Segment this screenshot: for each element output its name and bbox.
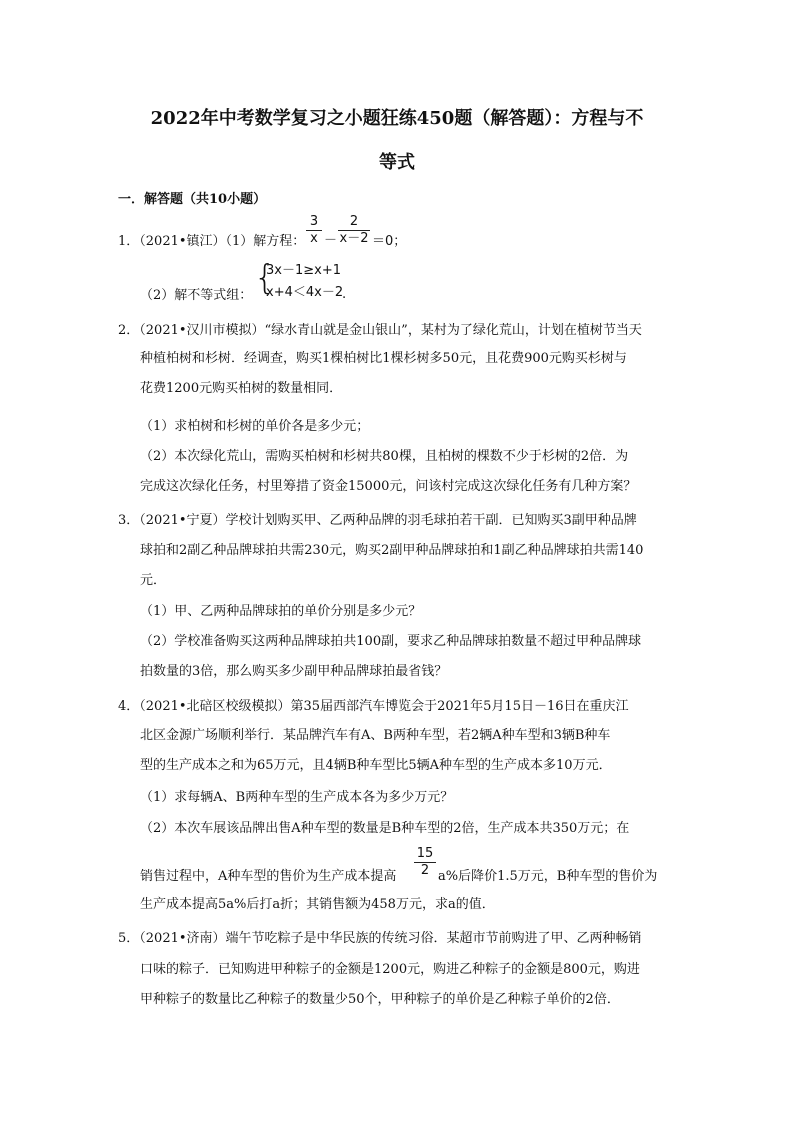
- q1-frac2-numerator: 2: [338, 214, 370, 231]
- q1-frac1-denominator: x: [310, 231, 318, 246]
- q2-line-2: 种植柏树和杉树．经调查，购买1棵柏树比1棵杉树多50元，且花费900元购买杉树与: [140, 351, 627, 366]
- q4-sub-1: （1）求每辆A、B两种车型的生产成本各为多少万元？: [140, 790, 454, 805]
- q5-line-1: 5．（2021•济南）端午节吃粽子是中华民族的传统习俗．某超市节前购进了甲、乙两种畅销: [118, 931, 642, 946]
- q2-sub-1: （1）求柏树和杉树的单价各是多少元；: [140, 419, 370, 434]
- brace-icon: {: [254, 258, 276, 298]
- q4-fraction: [414, 846, 436, 879]
- q4-frac-numerator: 15: [414, 846, 436, 863]
- page-title: 2022年中考数学复习之小题狂练450题（解答题）：方程与不: [150, 108, 644, 129]
- q3-sub-1: （1）甲、乙两种品牌球拍的单价分别是多少元？: [140, 604, 422, 619]
- q1-part2: （2）解不等式组：: [140, 288, 253, 303]
- q3-line-2: 球拍和2副乙种品牌球拍共需230元，购买2副甲种品牌球拍和1副乙种品牌球拍共需140: [140, 543, 644, 558]
- q1-ineq1: 3x－1≥x+1: [266, 263, 341, 278]
- q4-sub-2b-post: a%后降价1.5万元，B种车型的售价为: [438, 869, 658, 884]
- q1-minus: －: [324, 233, 338, 248]
- q5-line-2: 口味的粽子．已知购进甲种粽子的金额是1200元，购进乙种粽子的金额是800元，购进: [140, 962, 640, 977]
- q2-sub-2a: （2）本次绿化荒山，需购买柏树和杉树共80棵，且柏树的棵数不少于杉树的2倍．为: [140, 449, 629, 464]
- q4-line-1: 4．（2021•北碚区校级模拟）第35届西部汽车博览会于2021年5月15日－16日在重庆江: [118, 699, 629, 714]
- q2-line-1: 2．（2021•汉川市模拟）“绿水青山就是金山银山”，某村为了绿化荒山，计划在植树节当天: [118, 323, 642, 338]
- q1-fraction-2: [338, 214, 370, 247]
- q4-sub-2b-pre: 销售过程中，A种车型的售价为生产成本提高: [140, 869, 397, 884]
- q2-line-3: 花费1200元购买柏树的数量相同．: [140, 381, 343, 396]
- q3-line-3: 元．: [140, 573, 167, 588]
- q3-line-1: 3．（2021•宁夏）学校计划购买甲、乙两种品牌的羽毛球拍若干副．已知购买3副甲种品牌: [118, 513, 637, 528]
- q1-ineq2: x+4＜4x－2: [266, 285, 344, 300]
- q3-sub-2a: （2）学校准备购买这两种品牌球拍共100副，要求乙种品牌球拍数量不超过甲种品牌球: [140, 634, 642, 649]
- q1-end: .: [342, 287, 347, 302]
- q4-sub-2c: 生产成本提高5a%后打a折；其销售额为458万元，求a的值．: [140, 897, 495, 912]
- q4-line-3: 型的生产成本之和为65万元，且4辆B种车型比5辆A种车型的生产成本多10万元．: [140, 758, 612, 773]
- q4-sub-2a: （2）本次车展该品牌出售A种车型的数量是B种车型的2倍，生产成本共350万元；在: [140, 821, 630, 836]
- section-heading: 一．解答题（共10小题）: [118, 192, 267, 207]
- q1-tail: ＝0；: [372, 234, 407, 249]
- q1-head: 1．（2021•镇江）（1）解方程：: [118, 234, 306, 249]
- page-title-continued: 等式: [379, 152, 415, 173]
- q1-frac1-numerator: 3: [306, 214, 322, 231]
- q1-frac2-denominator: x－2: [339, 231, 369, 246]
- q3-sub-2b: 拍数量的3倍，那么购买多少副甲种品牌球拍最省钱？: [140, 664, 448, 679]
- q4-line-2: 北区金源广场顺利举行．某品牌汽车有A、B两种车型，若2辆A种车型和3辆B种车: [140, 728, 611, 743]
- q1-fraction-1: [306, 214, 322, 247]
- q2-sub-2b: 完成这次绿化任务，村里筹措了资金15000元，问该村完成这次绿化任务有几种方案？: [140, 479, 637, 494]
- q5-line-3: 甲种粽子的数量比乙种粽子的数量少50个，甲种粽子的单价是乙种粽子单价的2倍．: [140, 992, 620, 1007]
- q4-frac-denominator: 2: [420, 863, 430, 878]
